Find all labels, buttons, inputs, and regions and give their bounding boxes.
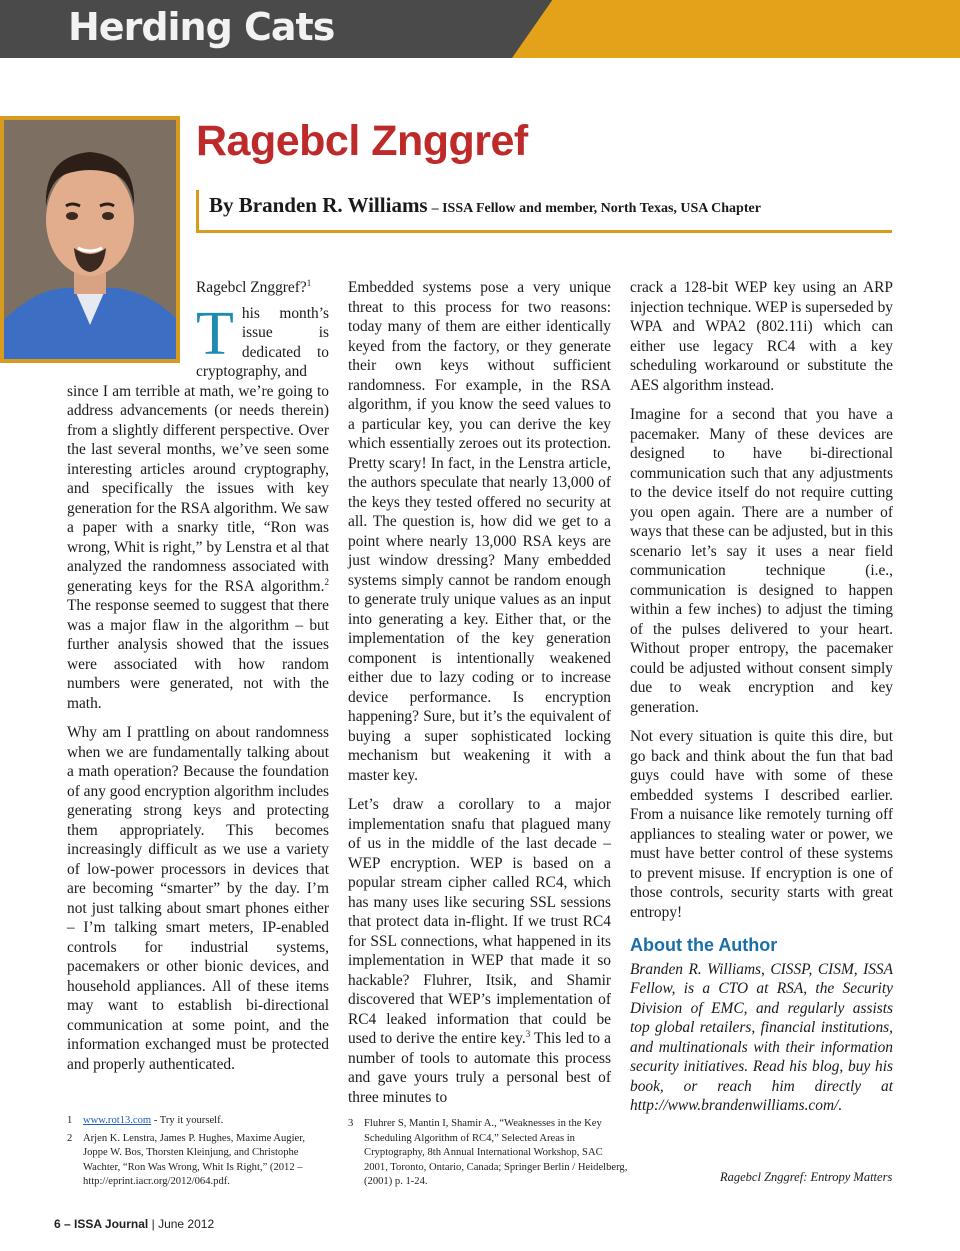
- header-band-gold: [512, 0, 960, 58]
- lead-text: Ragebcl Znggref?: [196, 279, 307, 296]
- paragraph-randomness: Why am I prattling on about randomness when we are fundamentally talking about a math operation? Because the foundation of any good encryption algorithm includes generating strong keys and protecting them appropriately. This becomes increasingly difficult as we use a variety of low-power processors in devices that are becoming “smarter” by the day. I’m not just talking about smart phones either – I’m talking smart meters, IP-enabled controls for industrial systems, pacemakers or other bionic devices, and household appliances. All of these items may want to establish bi-directional communication at some point, and the information exchanged must be protected and properly authenticated.: [67, 724, 330, 1073]
- footnote-number: 1: [67, 1115, 73, 1126]
- footnote-text: Arjen K. Lenstra, James P. Hughes, Maxime Augier, Joppe W. Bos, Thorsten Kleinjung, and Christophe Wachter, “Ron Was Wrong, Whit Is Right,” (2012 – http://eprint.iacr.org/2012/064.pdf.: [83, 1132, 306, 1187]
- paragraph-intro: [67, 299, 329, 714]
- footnote-2: [67, 1132, 329, 1190]
- footnote-number: 3: [348, 1118, 354, 1129]
- footnote-text: Fluhrer S, Mantin I, Shamir A., “Weaknesses in the Key Scheduling Algorithm of RC4,” Selected Areas in Cryptography, 8th Annual International Workshop, SAC 2001, Toronto, Ontario, Canada; Springer Berlin / Heidelberg, (2001) p. 1-24.: [364, 1118, 628, 1187]
- footnote-ref-2: 2: [324, 576, 329, 587]
- heading-rule: [196, 230, 892, 233]
- section-title: Herding Cats: [68, 5, 335, 49]
- footnote-ref-3: 3: [525, 1028, 531, 1039]
- column-3: [630, 278, 893, 1126]
- article-title: Ragebcl Znggref: [196, 117, 528, 165]
- byline: [196, 190, 761, 230]
- folio-page: 6 – ISSA Journal: [54, 1217, 149, 1231]
- footnotes-left: [67, 1114, 329, 1193]
- wep-text-b: This led to a number of tools to automate this process and gave yours truly a personal best of three minutes to: [348, 1030, 611, 1106]
- intro-wrapped-text: his month’s issue is dedicated to cryptography, and: [196, 304, 329, 380]
- column-1: [67, 278, 329, 1084]
- paragraph-pacemaker: Imagine for a second that you have a pacemaker. Many of these devices are designed to have bi-directional communication such that any adjustments to the device itself do not require cutting you open again. There are a number of ways that these can be adjusted, but in this scenario let’s say it uses a near field communication technique (i.e., communication is designed to happen within a few inches) to adjust the timing of the pulses delivered to your heart. Without proper entropy, the pacemaker could be adjusted without consent simply due to weak encryption and key generation.: [630, 406, 893, 716]
- page-folio: [54, 1217, 214, 1231]
- footnote-number: 2: [67, 1132, 73, 1144]
- paragraph-wpa: crack a 128-bit WEP key using an ARP injection technique. WEP is superseded by WPA and WPA2 (802.11i) which can either use legacy RC4 with a key scheduling workaround or substitute the AES algorithm instead.: [630, 279, 893, 394]
- footnote-link[interactable]: www.rot13.com: [83, 1115, 152, 1126]
- footnote-body: [83, 1114, 223, 1129]
- column-2: [348, 278, 611, 1117]
- footnote-text: - Try it yourself.: [151, 1115, 224, 1126]
- about-author-heading: About the Author: [630, 935, 778, 955]
- about-author-text: Branden R. Williams, CISSP, CISM, ISSA Fellow, is a CTO at RSA, the Security Division of EMC, and regularly assists top global retailers, financial institutions, and multinationals with their information security initiatives. Read his blog, buy his book, or reach him directly at http://www.brandenwilliams.com/.: [630, 960, 893, 1114]
- wrapped-intro: [67, 299, 329, 382]
- intro-text-b: The response seemed to suggest that there was a major flaw in the algorithm – but further analysis showed that the issues were associated with how random numbers were generated, not with the math.: [67, 597, 329, 712]
- drop-cap: T: [196, 299, 234, 368]
- intro-text-a: since I am terrible at math, we’re going to address advancements (or needs therein) from a slightly different perspective. Over the last several months, we’ve seen some interesting articles around cryptography, and specifically the issues with key generation for the RSA algorithm. We saw a paper with a snarky title, “Ron was wrong, Whit is right,” by Lenstra et al that analyzed the randomness associated with generating keys for the RSA algorithm.: [67, 382, 329, 595]
- byline-affiliation: – ISSA Fellow and member, North Texas, USA Chapter: [431, 201, 761, 216]
- lead-line: [67, 278, 329, 298]
- folio-separator: |: [148, 1217, 159, 1231]
- running-footer: Ragebcl Znggref: Entropy Matters: [720, 1170, 893, 1184]
- footnotes-middle: [348, 1117, 628, 1193]
- footnote-1: [67, 1114, 329, 1129]
- section-header-band: [0, 0, 960, 58]
- paragraph-dire: Not every situation is quite this dire, but go back and think about the fun that bad guys could have with some of these embedded systems I described earlier. From a nuisance like remotely turning off appliances to stealing water or power, we must have better control of these systems to prevent misuse. If encryption is one of those controls, security starts with great entropy!: [630, 728, 893, 921]
- footnote-ref-1: 1: [306, 277, 312, 288]
- wep-text-a: Let’s draw a corollary to a major implementation snafu that plagued many of us in the middle of the last decade – WEP encryption. WEP is based on a popular stream cipher called RC4, which has many uses like securing SSL sessions that protect data in-flight. If we trust RC4 for SSL connections, what happened in its implementation in WEP that made it so hackable? Fluhrer, Itsik, and Shamir discovered that WEP’s implementation of RC4 leaked information that could be used to derive the entire key.: [348, 796, 611, 1047]
- paragraph-embedded: Embedded systems pose a very unique threat to this process for two reasons: today many of them are either identically keyed from the factory, or they generate their own keys without sufficient randomness. For example, in the RSA algorithm, if you know the seed values to a particular key, you can derive the key which essentially zeroes out its protection. Pretty scary! In fact, in the Lenstra article, the authors speculate that nearly 13,000 of the keys they tested offered no security at all. The question is, how did we get to a point where nearly 13,000 RSA keys are just window dressing? Many embedded systems simply cannot be random enough to generate truly unique values as an input into generating a key. Either that, or the implementation of the key generation component is intentionally weakened either due to lazy coding or to increase device performance. Is encryption happening? Sure, but it’s the equivalent of buying a super sophisticated locking mechanism but weakening it with a master key.: [348, 279, 611, 784]
- footnote-3: [348, 1117, 628, 1190]
- byline-name: By Branden R. Williams: [209, 193, 428, 217]
- folio-date: June 2012: [158, 1217, 215, 1231]
- paragraph-wep: [348, 795, 611, 1107]
